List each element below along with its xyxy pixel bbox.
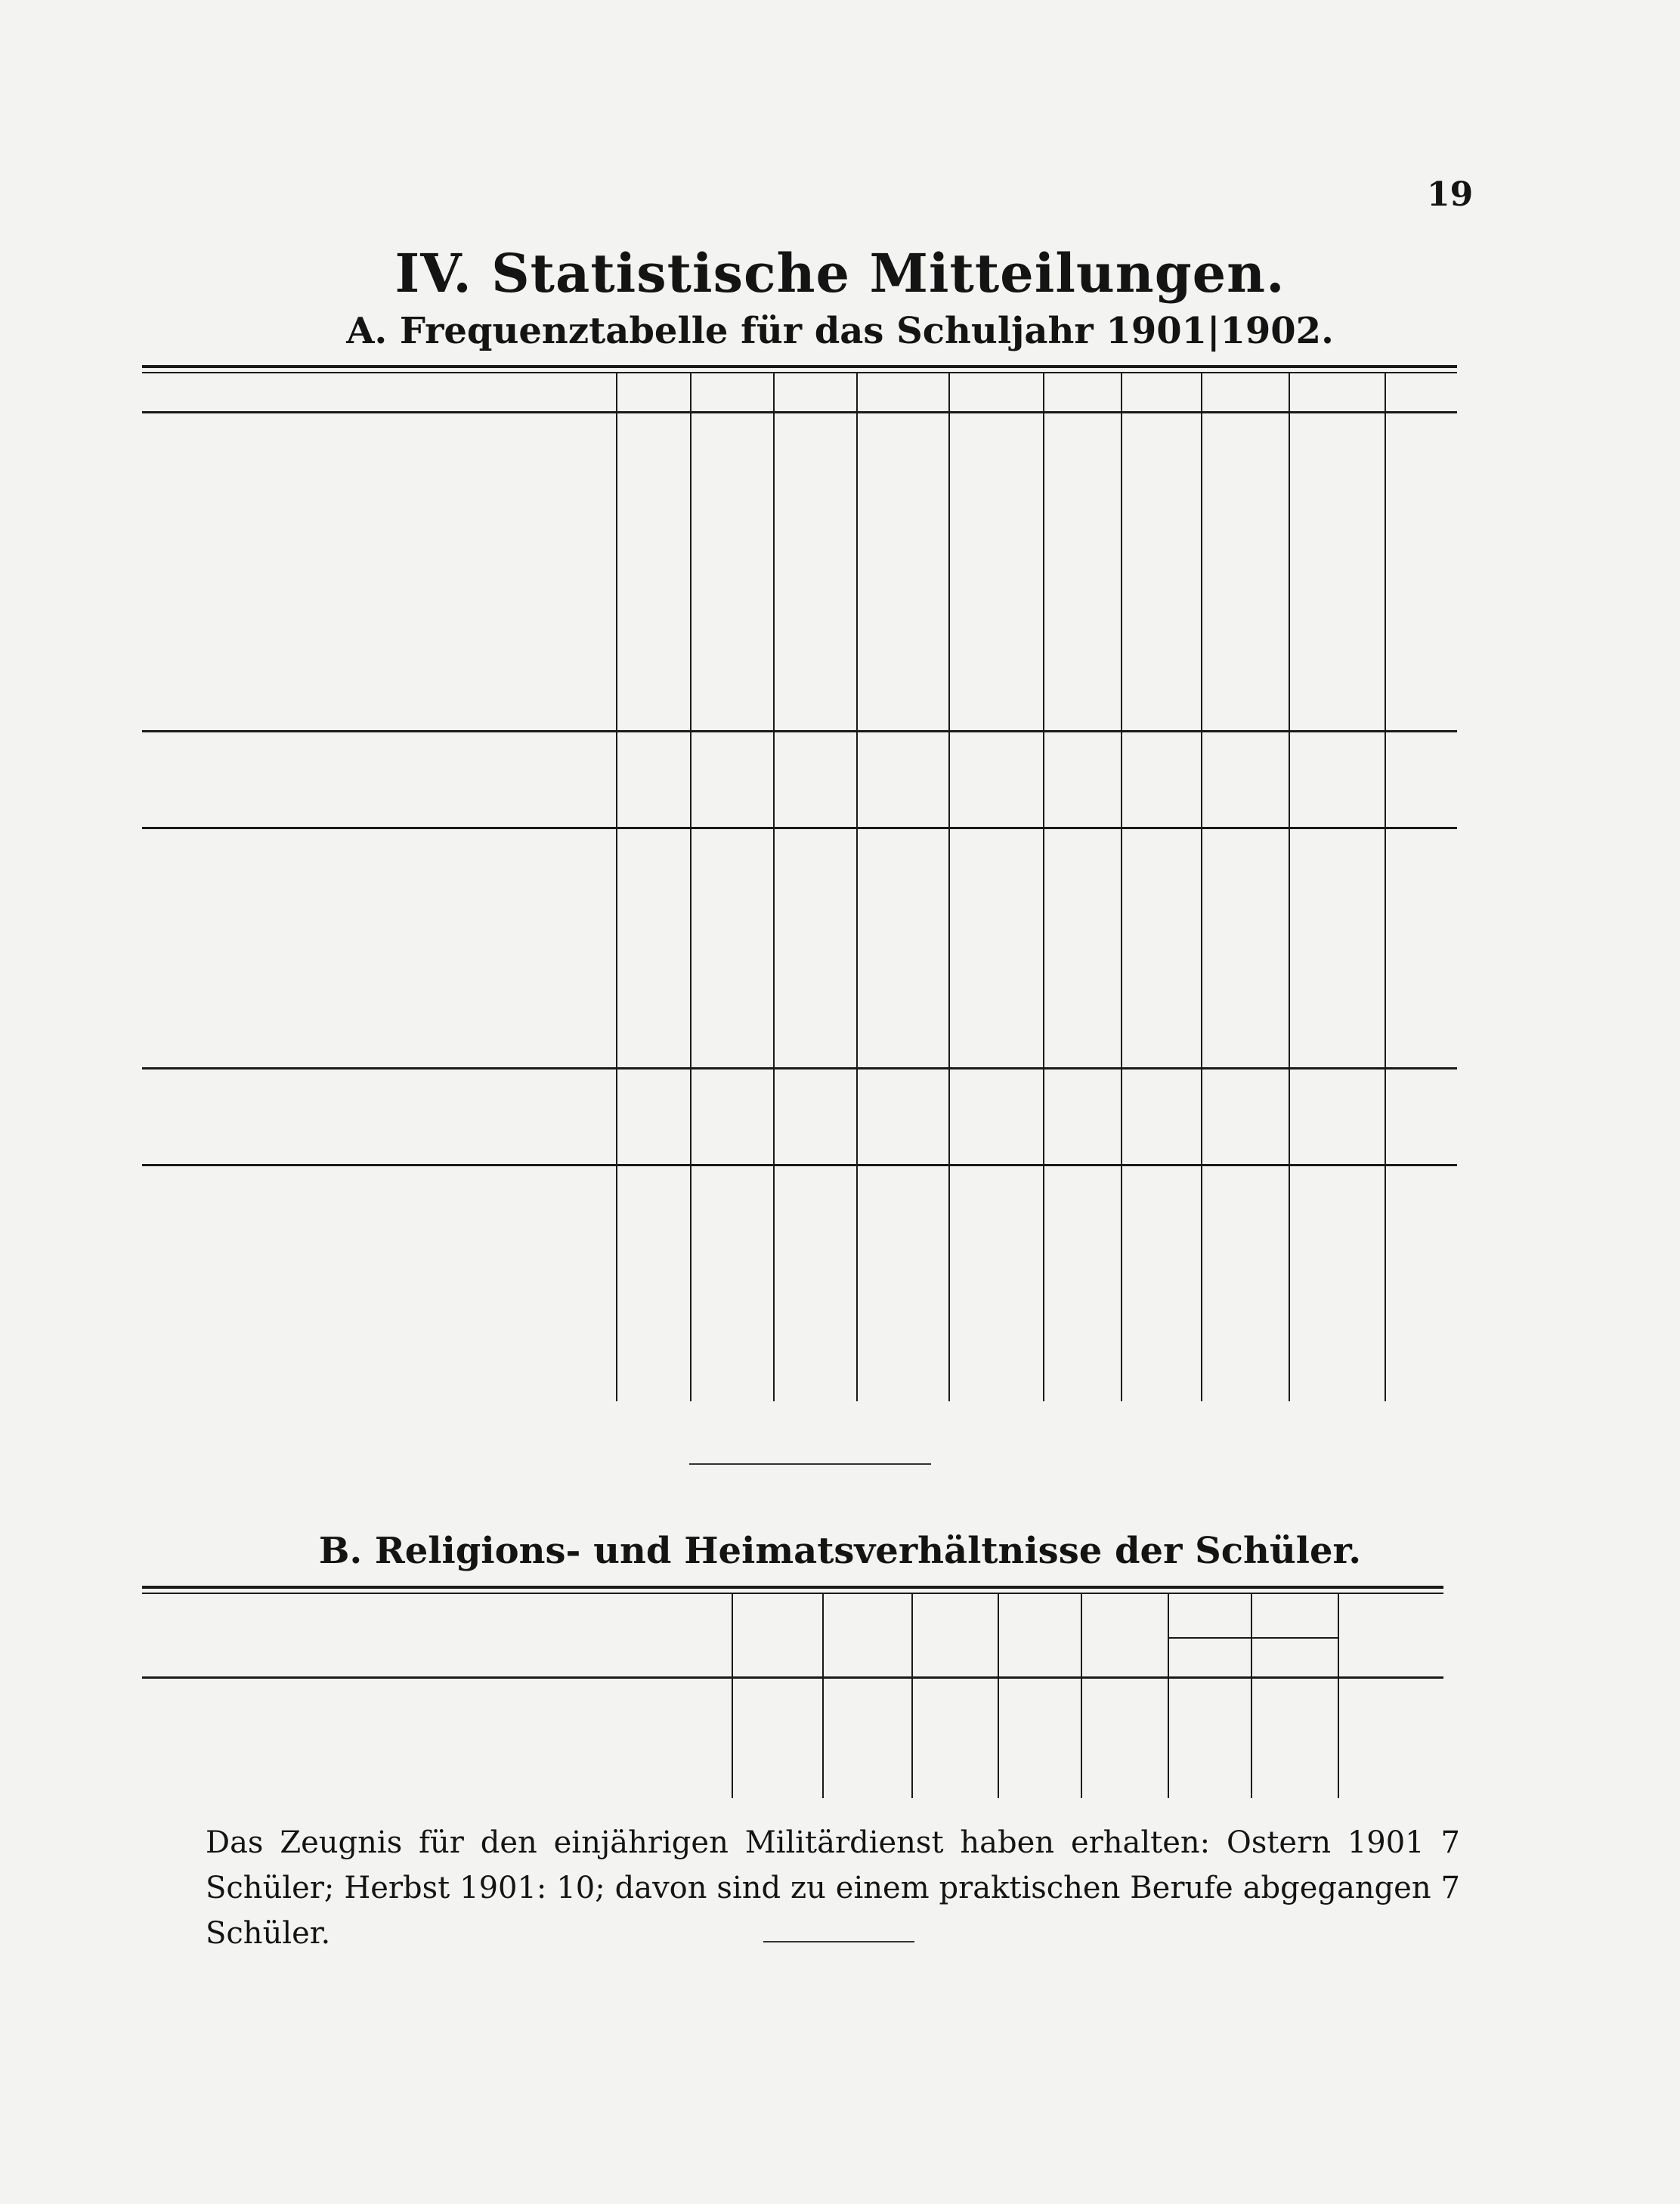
section-rule: [142, 827, 1457, 829]
column-rule: [998, 1594, 999, 1798]
column-rule: [1385, 373, 1386, 1401]
header-rule: [142, 411, 1457, 413]
section-rule: [142, 1067, 1457, 1069]
column-rule: [948, 373, 950, 1401]
table-top-rule: [142, 372, 1457, 373]
column-rule: [616, 373, 617, 1401]
military-certificate-note: Das Zeugnis für den einjährigen Militärdienst haben erhalten: Ostern 1901 7 Schüler; Herbst 1901: 10; davon sind zu einem praktischen Berufe abgegangen 7 Schüler.: [206, 1825, 1460, 1951]
separator-rule: [763, 1941, 914, 1942]
column-rule: [822, 1594, 824, 1798]
header-subrule: [1168, 1637, 1338, 1639]
column-rule: [1121, 373, 1122, 1401]
table-top-rule: [142, 1586, 1443, 1589]
column-rule: [1043, 373, 1044, 1401]
section-rule: [142, 1164, 1457, 1166]
column-rule: [1251, 1594, 1252, 1798]
table-b-title: B. Religions- und Heimatsverhältnisse der Schüler.: [318, 1530, 1362, 1572]
page-number: 19: [1427, 175, 1474, 214]
column-rule: [1289, 373, 1290, 1401]
column-rule: [856, 373, 858, 1401]
column-rule: [773, 373, 775, 1401]
column-rule: [1338, 1594, 1339, 1798]
column-rule: [1168, 1594, 1169, 1798]
table-top-rule: [142, 1593, 1443, 1594]
table-top-rule: [142, 365, 1457, 368]
column-rule: [690, 373, 691, 1401]
separator-rule: [689, 1463, 931, 1465]
page-title: IV. Statistische Mitteilungen.: [394, 242, 1286, 305]
column-rule: [1081, 1594, 1082, 1798]
header-rule: [142, 1676, 1443, 1679]
column-rule: [1201, 373, 1202, 1401]
table-a-title: A. Frequenztabelle für das Schuljahr 1901|1902.: [346, 310, 1334, 352]
column-rule: [911, 1594, 913, 1798]
column-rule: [732, 1594, 733, 1798]
section-rule: [142, 730, 1457, 732]
